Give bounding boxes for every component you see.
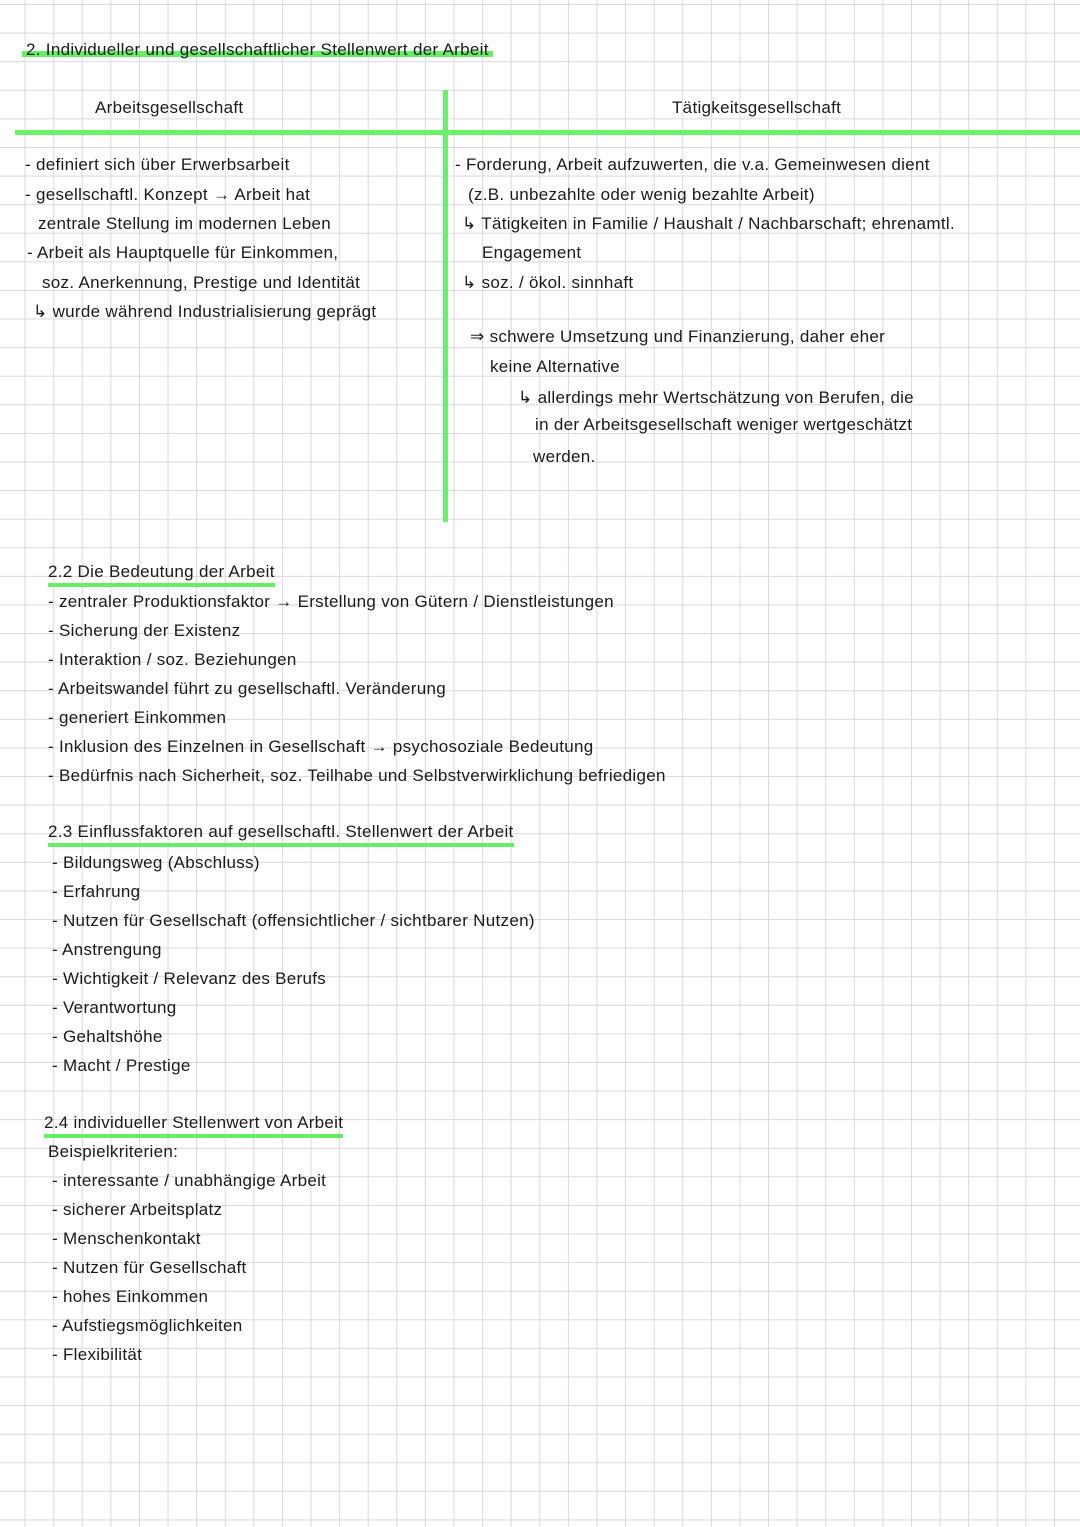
note-line: ↳ wurde während Industrialisierung geprägt <box>33 302 377 321</box>
note-line: zentrale Stellung im modernen Leben <box>38 214 332 233</box>
list-item: - Anstrengung <box>52 940 162 959</box>
note-line: - definiert sich über Erwerbsarbeit <box>25 155 290 174</box>
note-line: - gesellschaftl. Konzept → Arbeit hat <box>25 185 311 204</box>
note-line: soz. Anerkennung, Prestige und Identität <box>42 273 361 292</box>
list-item: - interessante / unabhängige Arbeit <box>52 1171 327 1190</box>
table-divider-vertical <box>443 90 448 522</box>
list-item: - Gehaltshöhe <box>52 1027 163 1046</box>
list-item: - generiert Einkommen <box>48 708 227 727</box>
list-item: - zentraler Produktionsfaktor → Erstellung von Gütern / Dienstleistungen <box>48 592 614 611</box>
list-item: - hohes Einkommen <box>52 1287 209 1306</box>
note-line: ↳ allerdings mehr Wertschätzung von Berufen, die <box>518 388 914 407</box>
note-line: werden. <box>533 447 596 466</box>
right-column-header: Tätigkeitsgesellschaft <box>672 98 842 117</box>
note-line: in der Arbeitsgesellschaft weniger wertgeschätzt <box>535 415 913 434</box>
left-column-header: Arbeitsgesellschaft <box>95 98 244 117</box>
note-line: keine Alternative <box>490 357 620 376</box>
section-heading: 2.3 Einflussfaktoren auf gesellschaftl. Stellenwert der Arbeit <box>48 822 514 847</box>
note-line: - Forderung, Arbeit aufzuwerten, die v.a. Gemeinwesen dient <box>455 155 930 174</box>
list-item: - Inklusion des Einzelnen in Gesellschaft → psychosoziale Bedeutung <box>48 737 594 756</box>
list-item: - Flexibilität <box>52 1345 143 1364</box>
list-item: - Sicherung der Existenz <box>48 621 241 640</box>
list-item: - Menschenkontakt <box>52 1229 201 1248</box>
table-divider-horizontal <box>15 130 1080 135</box>
section-subheading: Beispielkriterien: <box>48 1142 179 1161</box>
list-item: - Wichtigkeit / Relevanz des Berufs <box>52 969 327 988</box>
list-item: - Arbeitswandel führt zu gesellschaftl. Veränderung <box>48 679 447 698</box>
note-line: Engagement <box>482 243 582 262</box>
list-item: - Nutzen für Gesellschaft <box>52 1258 247 1277</box>
list-item: - sicherer Arbeitsplatz <box>52 1200 223 1219</box>
list-item: - Bildungsweg (Abschluss) <box>52 853 260 872</box>
note-line: (z.B. unbezahlte oder wenig bezahlte Arbeit) <box>468 185 815 204</box>
list-item: - Verantwortung <box>52 998 177 1017</box>
note-line: ⇒ schwere Umsetzung und Finanzierung, daher eher <box>470 327 886 346</box>
list-item: - Interaktion / soz. Beziehungen <box>48 650 297 669</box>
note-line: ↳ soz. / ökol. sinnhaft <box>462 273 634 292</box>
list-item: - Erfahrung <box>52 882 141 901</box>
note-line: ↳ Tätigkeiten in Familie / Haushalt / Nachbarschaft; ehrenamtl. <box>462 214 955 233</box>
list-item: - Nutzen für Gesellschaft (offensichtlicher / sichtbarer Nutzen) <box>52 911 535 930</box>
list-item: - Macht / Prestige <box>52 1056 191 1075</box>
page-title: 2. Individueller und gesellschaftlicher Stellenwert der Arbeit <box>22 40 493 60</box>
list-item: - Bedürfnis nach Sicherheit, soz. Teilhabe und Selbstverwirklichung befriedigen <box>48 766 666 785</box>
section-heading: 2.4 individueller Stellenwert von Arbeit <box>44 1113 343 1138</box>
section-heading: 2.2 Die Bedeutung der Arbeit <box>48 562 275 587</box>
list-item: - Aufstiegsmöglichkeiten <box>52 1316 243 1335</box>
note-line: - Arbeit als Hauptquelle für Einkommen, <box>27 243 339 262</box>
